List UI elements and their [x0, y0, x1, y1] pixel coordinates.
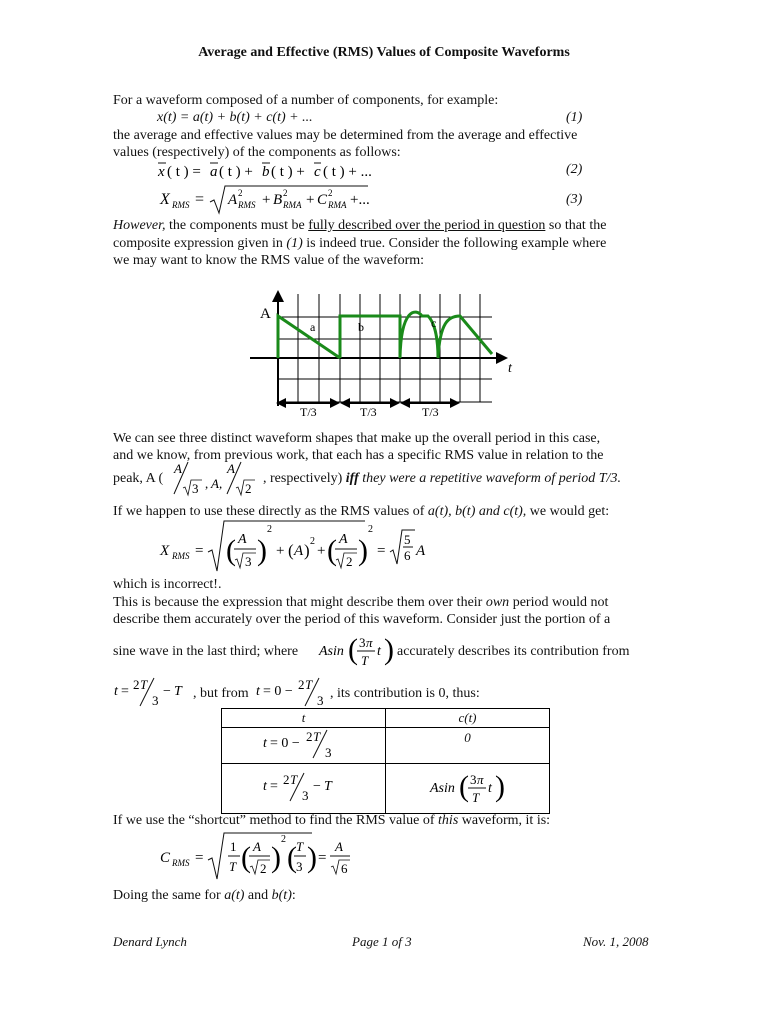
svg-text:2: 2: [281, 834, 286, 845]
svg-text:C: C: [160, 850, 171, 866]
svg-text:6: 6: [341, 861, 348, 876]
svg-text:+: +: [262, 192, 271, 208]
equation-3-number: (3): [566, 192, 583, 207]
svg-text:A,: A,: [211, 476, 223, 491]
svg-text:a: a: [210, 164, 218, 180]
svg-text:RMS: RMS: [172, 200, 190, 210]
svg-text:): ): [358, 534, 368, 567]
svg-text:A: A: [294, 543, 304, 559]
own-word: own: [485, 595, 510, 610]
table-header-row: [222, 709, 550, 728]
svg-text:t: t: [256, 684, 260, 699]
svg-text:=: =: [195, 850, 204, 866]
paragraph-9: [113, 812, 550, 830]
paragraph-7-text-end: period would not: [509, 595, 609, 610]
svg-text:( t ) + ...: ( t ) + ...: [323, 164, 372, 180]
grid: [278, 294, 492, 402]
svg-text:(: (: [241, 841, 251, 874]
svg-text:(: (: [287, 841, 297, 874]
paragraph-4-line-3-start: peak, A (: [113, 471, 164, 486]
svg-text:1: 1: [230, 839, 237, 854]
paragraph-5-text-end: we would get:: [526, 504, 610, 519]
period-label-3: T/3: [422, 405, 439, 419]
svg-text:2: 2: [298, 677, 305, 692]
svg-text:= 0 −: = 0 −: [269, 735, 300, 751]
svg-text:B: B: [273, 192, 283, 208]
svg-text:): ): [271, 841, 281, 874]
svg-text:2: 2: [310, 536, 315, 547]
svg-text:): ): [494, 769, 505, 803]
svg-text:Asin: Asin: [319, 644, 344, 659]
svg-text:=: =: [269, 778, 278, 794]
paragraph-9-text-start: If we use the “shortcut” method to find the RMS value of: [113, 813, 439, 828]
svg-text:t: t: [487, 780, 492, 796]
paragraph-4-line-2: and we know, from previous work, that each has a specific RMS value in relation to the: [113, 448, 604, 463]
paragraph-7-line-3-end: accurately describes its contribution from: [397, 644, 630, 659]
crms-equation: [150, 830, 360, 882]
waveform-figure: [250, 288, 530, 428]
svg-text:(: (: [458, 769, 469, 803]
svg-text:2: 2: [328, 188, 333, 198]
svg-text:t: t: [377, 644, 381, 659]
paragraph-7-line-1: [113, 594, 608, 612]
svg-text:2: 2: [245, 481, 252, 496]
paragraph-5-text-start: If we happen to use these directly as the RMS values of: [113, 504, 428, 519]
svg-text:−: −: [163, 684, 171, 699]
svg-text:=: =: [377, 543, 386, 559]
svg-text:T: T: [305, 677, 313, 692]
svg-text:5: 5: [404, 532, 411, 547]
respectively-text: , respectively): [263, 471, 343, 486]
svg-text:=: =: [195, 543, 204, 559]
rms-ratios-math: [172, 460, 264, 498]
function-a: a(t): [224, 888, 245, 903]
svg-text:+: +: [306, 192, 315, 208]
footer-date: Nov. 1, 2008: [583, 934, 649, 949]
paragraph-3-text-a: the components must be: [165, 218, 309, 233]
period-label-1: T/3: [300, 405, 317, 419]
svg-text:T: T: [471, 789, 479, 805]
svg-text:( t ) +: ( t ) +: [219, 164, 253, 180]
paragraph-4-line-1: We can see three distinct waveform shapes that make up the overall period in this case,: [113, 431, 601, 446]
svg-text:A: A: [335, 839, 343, 854]
svg-text:Asin: Asin: [429, 780, 455, 796]
svg-text:T: T: [174, 684, 182, 699]
equation-2-number: (2): [566, 162, 583, 177]
contribution-table: [221, 708, 550, 814]
svg-text:X: X: [160, 543, 170, 559]
svg-text:,: ,: [205, 476, 209, 491]
svg-text:): ): [384, 633, 394, 666]
equation-2: [150, 156, 410, 184]
table-cell-t-range-1: [222, 728, 386, 764]
svg-text:(: (: [226, 534, 236, 567]
paragraph-3-line-1: [113, 217, 606, 235]
period-label-2: T/3: [360, 405, 377, 419]
table-row: [222, 764, 550, 814]
table-cell-ct-sine: [386, 764, 550, 814]
svg-text:=: =: [121, 684, 129, 699]
segment-b: [340, 316, 400, 358]
segment-c: [400, 312, 492, 358]
svg-text:(: (: [288, 541, 294, 560]
svg-text:A: A: [228, 192, 238, 208]
paragraph-7-text-start: This is because the expression that might describe them over their: [113, 595, 486, 610]
paragraph-9-text-end: waveform, it is:: [458, 813, 551, 828]
sine-expression: [317, 628, 397, 674]
svg-text:3: 3: [296, 859, 303, 874]
svg-text:3: 3: [192, 481, 199, 496]
svg-text:RMS: RMS: [238, 200, 256, 210]
equation-1: x(t) = a(t) + b(t) + c(t) + ...: [157, 110, 313, 125]
label-t: t: [508, 361, 512, 376]
svg-text:3: 3: [469, 771, 476, 787]
repetitive-condition-text: they were a repetitive waveform of period T/3.: [358, 471, 621, 486]
svg-text:T: T: [289, 771, 297, 787]
svg-text:3: 3: [359, 635, 366, 650]
paragraph-4-line-3-end: [263, 470, 621, 488]
svg-text:T: T: [361, 653, 369, 668]
svg-text:RMS: RMS: [172, 858, 190, 868]
footer-page-number: Page 1 of 3: [352, 934, 412, 949]
label-a: a: [310, 320, 316, 334]
svg-text:): ): [307, 841, 317, 874]
paragraph-2-line-2: values (respectively) of the components as follows:: [113, 145, 401, 160]
table-header-ct: c(t): [386, 709, 550, 728]
svg-text:T: T: [229, 859, 237, 874]
svg-text:( t ) =: ( t ) =: [167, 164, 201, 180]
time-range-2: [254, 676, 334, 710]
paragraph-10-text-start: Doing the same for: [113, 888, 225, 903]
t-range-1-math: [259, 729, 349, 759]
paragraph-3-line-3: we may want to know the RMS value of the waveform:: [113, 253, 425, 268]
svg-text:π: π: [366, 635, 373, 650]
paragraph-2-line-1: the average and effective values may be determined from the average and effective: [113, 128, 578, 143]
svg-text:−: −: [312, 778, 321, 794]
paragraph-10: [113, 887, 296, 905]
svg-text:RMS: RMS: [172, 551, 190, 561]
table-row: [222, 728, 550, 764]
table-header-t: t: [222, 709, 386, 728]
svg-text:A: A: [253, 839, 261, 854]
paragraph-3-line-2-text-a: composite expression given in: [113, 236, 287, 251]
label-c: c: [431, 316, 437, 330]
table-cell-t-range-2: [222, 764, 386, 814]
svg-text:+: +: [317, 543, 326, 559]
svg-text:t: t: [262, 735, 267, 751]
svg-text:T: T: [140, 677, 148, 692]
svg-text:3: 3: [152, 693, 159, 708]
svg-text:6: 6: [404, 548, 411, 563]
svg-text:A: A: [238, 532, 247, 547]
page-title: Average and Effective (RMS) Values of Composite Waveforms: [198, 45, 570, 60]
function-b: b(t): [271, 888, 292, 903]
table-cell-ct-zero: 0: [386, 728, 550, 764]
paragraph-10-and: and: [244, 888, 272, 903]
svg-text:A: A: [416, 543, 426, 559]
this-word: this: [438, 813, 459, 828]
svg-text:t: t: [114, 684, 118, 699]
paragraph-10-colon: :: [291, 888, 296, 903]
svg-text:T: T: [296, 839, 304, 854]
paragraph-3-text-b: so that the: [545, 218, 607, 233]
svg-text:b: b: [262, 164, 270, 180]
paragraph-7-line-3-start: sine wave in the last third; where: [113, 644, 299, 659]
svg-text:A: A: [339, 532, 348, 547]
svg-text:3: 3: [301, 787, 308, 802]
equation-1-number: (1): [566, 110, 583, 125]
label-b: b: [358, 320, 364, 334]
svg-text:c: c: [314, 164, 321, 180]
svg-text:2: 2: [133, 677, 140, 692]
svg-text:T: T: [312, 728, 320, 744]
svg-text:=: =: [195, 191, 205, 208]
incorrect-rms-equation: [150, 518, 430, 574]
svg-text:): ): [257, 534, 267, 567]
svg-text:2: 2: [283, 188, 288, 198]
svg-text:+: +: [276, 543, 285, 559]
svg-text:2: 2: [368, 524, 373, 535]
paragraph-3-line-2: [113, 235, 606, 253]
paragraph-8-mid: , but from: [193, 686, 249, 701]
svg-text:A: A: [227, 461, 235, 476]
paragraph-3-line-2-text-b: is indeed true. Consider the following example where: [302, 236, 607, 251]
svg-text:): ): [304, 541, 310, 560]
svg-text:A: A: [174, 461, 182, 476]
svg-text:(: (: [348, 633, 358, 666]
equation-reference: (1): [286, 236, 303, 251]
t-range-2-math: [259, 772, 349, 802]
label-A: A: [260, 306, 271, 322]
svg-text:2: 2: [305, 728, 312, 744]
svg-text:2: 2: [346, 554, 353, 569]
paragraph-6: which is incorrect!.: [113, 577, 222, 592]
svg-text:RMA: RMA: [283, 200, 302, 210]
paragraph-8-end: , its contribution is 0, thus:: [330, 686, 480, 701]
footer-author: Denard Lynch: [113, 934, 187, 949]
svg-text:2: 2: [267, 524, 272, 535]
svg-text:( t ) +: ( t ) +: [271, 164, 305, 180]
emphasis-underline: fully described over the period in question: [308, 218, 546, 233]
however-word: However,: [113, 218, 166, 233]
svg-text:RMA: RMA: [328, 200, 347, 210]
paragraph-7-line-2: describe them accurately over the period of this waveform. Consider just the portion of a: [113, 612, 611, 627]
segment-a: [278, 316, 340, 358]
svg-text:2: 2: [282, 771, 289, 787]
equation-3: [150, 182, 380, 216]
table-sine-expression: [428, 765, 508, 809]
iff-word: iff: [342, 471, 359, 486]
function-names: a(t), b(t) and c(t),: [427, 504, 527, 519]
svg-text:= 0 −: = 0 −: [263, 684, 293, 699]
svg-text:3: 3: [245, 554, 252, 569]
svg-text:+...: +...: [350, 192, 370, 208]
svg-text:3: 3: [324, 744, 331, 759]
svg-text:2: 2: [238, 188, 243, 198]
svg-text:X: X: [160, 191, 170, 208]
svg-text:=: =: [318, 850, 327, 866]
svg-text:2: 2: [260, 861, 267, 876]
svg-text:t: t: [262, 778, 267, 794]
axes: [250, 290, 508, 406]
intro-text: For a waveform composed of a number of components, for example:: [113, 93, 499, 108]
svg-text:C: C: [317, 192, 328, 208]
svg-text:(: (: [327, 534, 337, 567]
svg-text:3: 3: [317, 693, 324, 708]
svg-text:x: x: [158, 164, 165, 180]
svg-text:π: π: [476, 771, 484, 787]
time-range-1: [112, 676, 192, 710]
svg-text:T: T: [323, 778, 332, 794]
